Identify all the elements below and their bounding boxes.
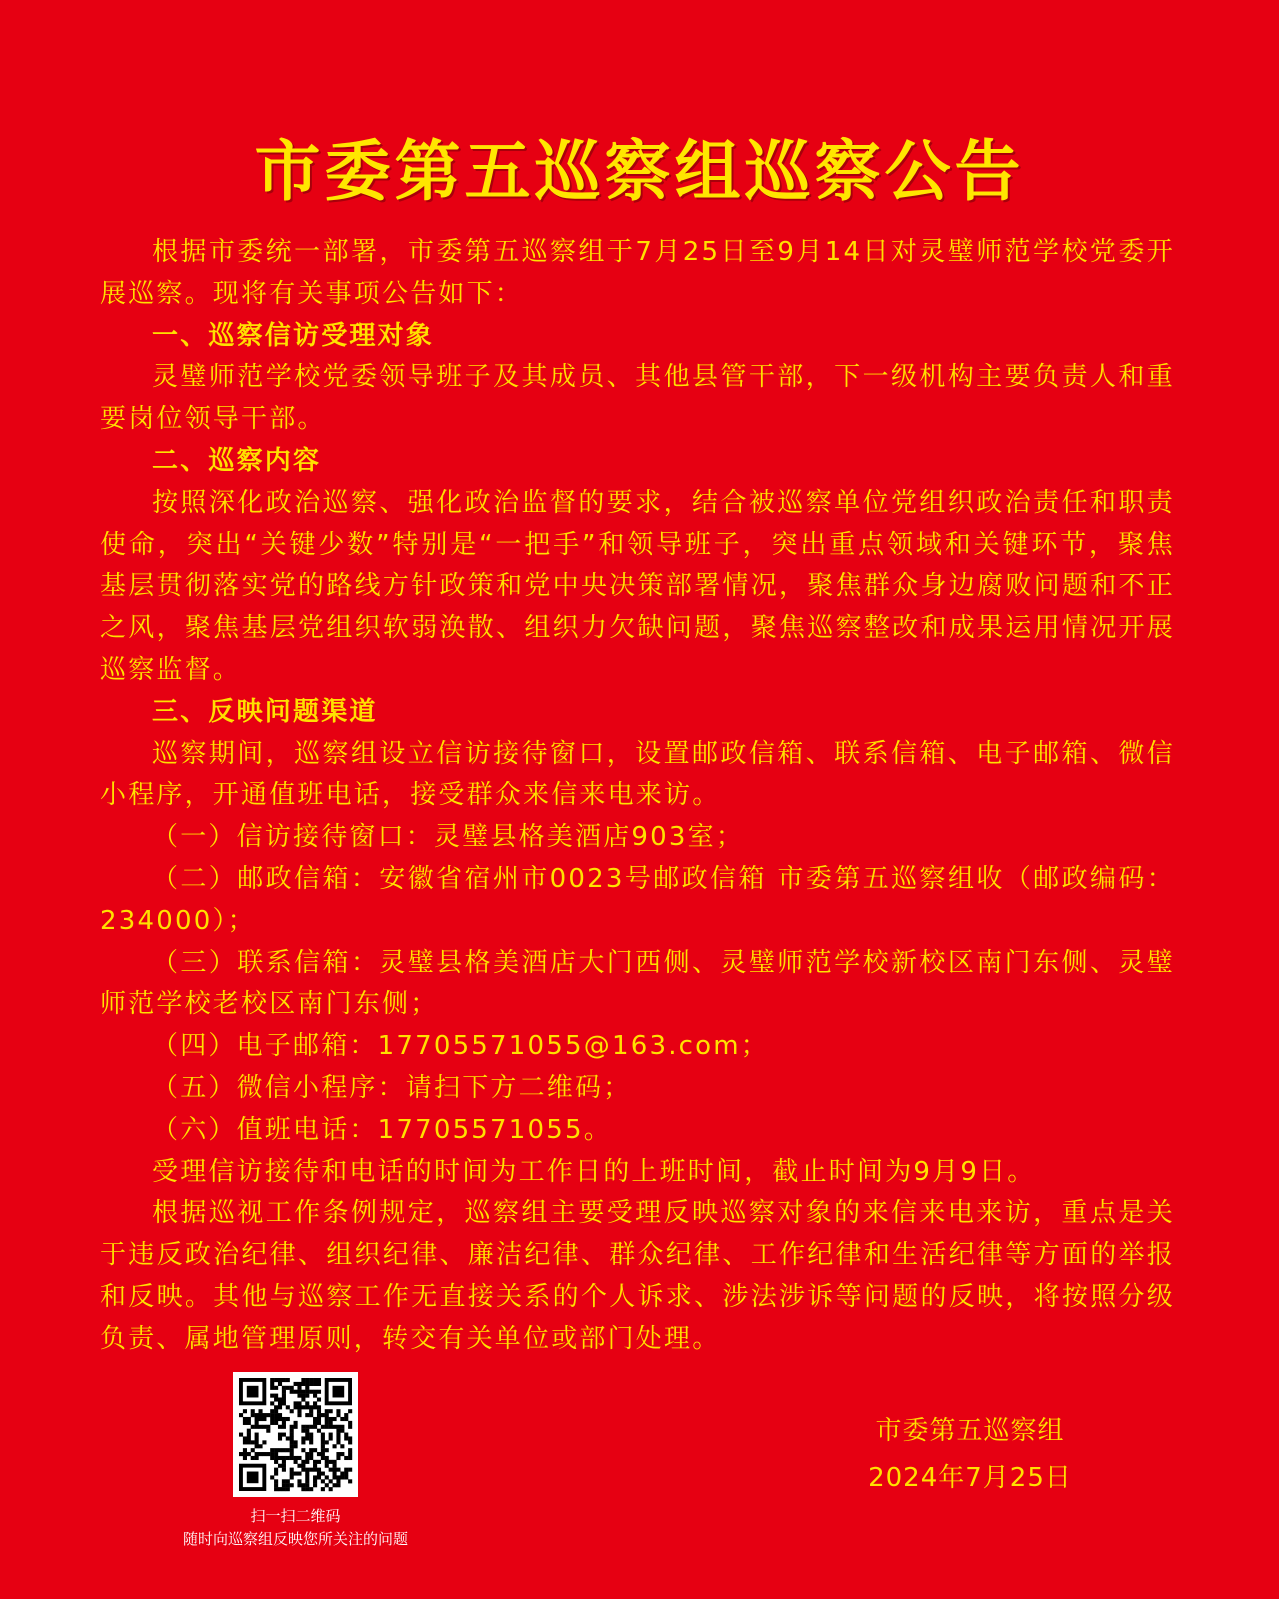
channel-item: （二）邮政信箱：安徽省宿州市0023号邮政信箱 市委第五巡察组收（邮政编码：234000）； <box>100 863 1175 936</box>
notice-body <box>100 232 1175 1361</box>
body-paragraph: 受理信访接待和电话的时间为工作日的上班时间，截止时间为9月9日。 <box>152 1156 1036 1187</box>
channel-item: （三）联系信箱：灵璧县格美酒店大门西侧、灵璧师范学校新校区南门东侧、灵璧师范学校老校区南门东侧； <box>100 947 1175 1020</box>
qr-code-graphic <box>233 1372 358 1497</box>
body-paragraph: 巡察期间，巡察组设立信访接待窗口，设置邮政信箱、联系信箱、电子邮箱、微信小程序，开通值班电话，接受群众来信来电来访。 <box>100 738 1175 811</box>
body-paragraph: 灵璧师范学校党委领导班子及其成员、其他县管干部，下一级机构主要负责人和重要岗位领导干部。 <box>100 362 1175 435</box>
notice-title: 市委第五巡察组巡察公告 <box>254 132 1025 210</box>
body-paragraph: 按照深化政治巡察、强化政治监督的要求，结合被巡察单位党组织政治责任和职责使命，突出“关键少数”特别是“一把手”和领导班子，突出重点领域和关键环节，聚焦基层贯彻落实党的路线方针政策和党中央决策部署情况，聚焦群众身边腐败问题和不正之风，聚焦基层党组织软弱涣散、组织力欠缺问题，聚焦巡察整改和成果运用情况开展巡察监督。 <box>100 487 1175 685</box>
signature-date: 2024年7月25日 <box>868 1463 1072 1493</box>
channel-item: （六）值班电话：17705571055。 <box>152 1114 612 1145</box>
body-paragraph: 根据巡视工作条例规定，巡察组主要受理反映巡察对象的来信来电来访，重点是关于违反政治纪律、组织纪律、廉洁纪律、群众纪律、工作纪律和生活纪律等方面的举报和反映。其他与巡察工作无直接关系的个人诉求、涉法涉诉等问题的反映，将按照分级负责、属地管理原则，转交有关单位或部门处理。 <box>100 1198 1175 1354</box>
intro-paragraph: 根据市委统一部署，市委第五巡察组于7月25日至9月14日对灵璧师范学校党委开展巡察。现将有关事项公告如下： <box>100 237 1175 309</box>
channel-item: （五）微信小程序：请扫下方二维码； <box>152 1072 632 1103</box>
qr-caption-line: 随时向巡察组反映您所关注的问题 <box>182 1530 408 1548</box>
section-heading: 一、巡察信访受理对象 <box>152 320 435 351</box>
qr-code-icon[interactable] <box>233 1372 358 1497</box>
qr-caption-line: 扫一扫二维码 <box>250 1507 341 1525</box>
channel-item: （四）电子邮箱：17705571055@163.com； <box>152 1031 769 1062</box>
section-heading: 三、反映问题渠道 <box>152 696 378 727</box>
signature-org: 市委第五巡察组 <box>875 1416 1065 1446</box>
signature-block <box>840 1408 1100 1502</box>
qr-caption <box>140 1505 451 1551</box>
section-heading: 二、巡察内容 <box>152 445 322 476</box>
channel-item: （一）信访接待窗口：灵璧县格美酒店903室； <box>152 822 745 853</box>
